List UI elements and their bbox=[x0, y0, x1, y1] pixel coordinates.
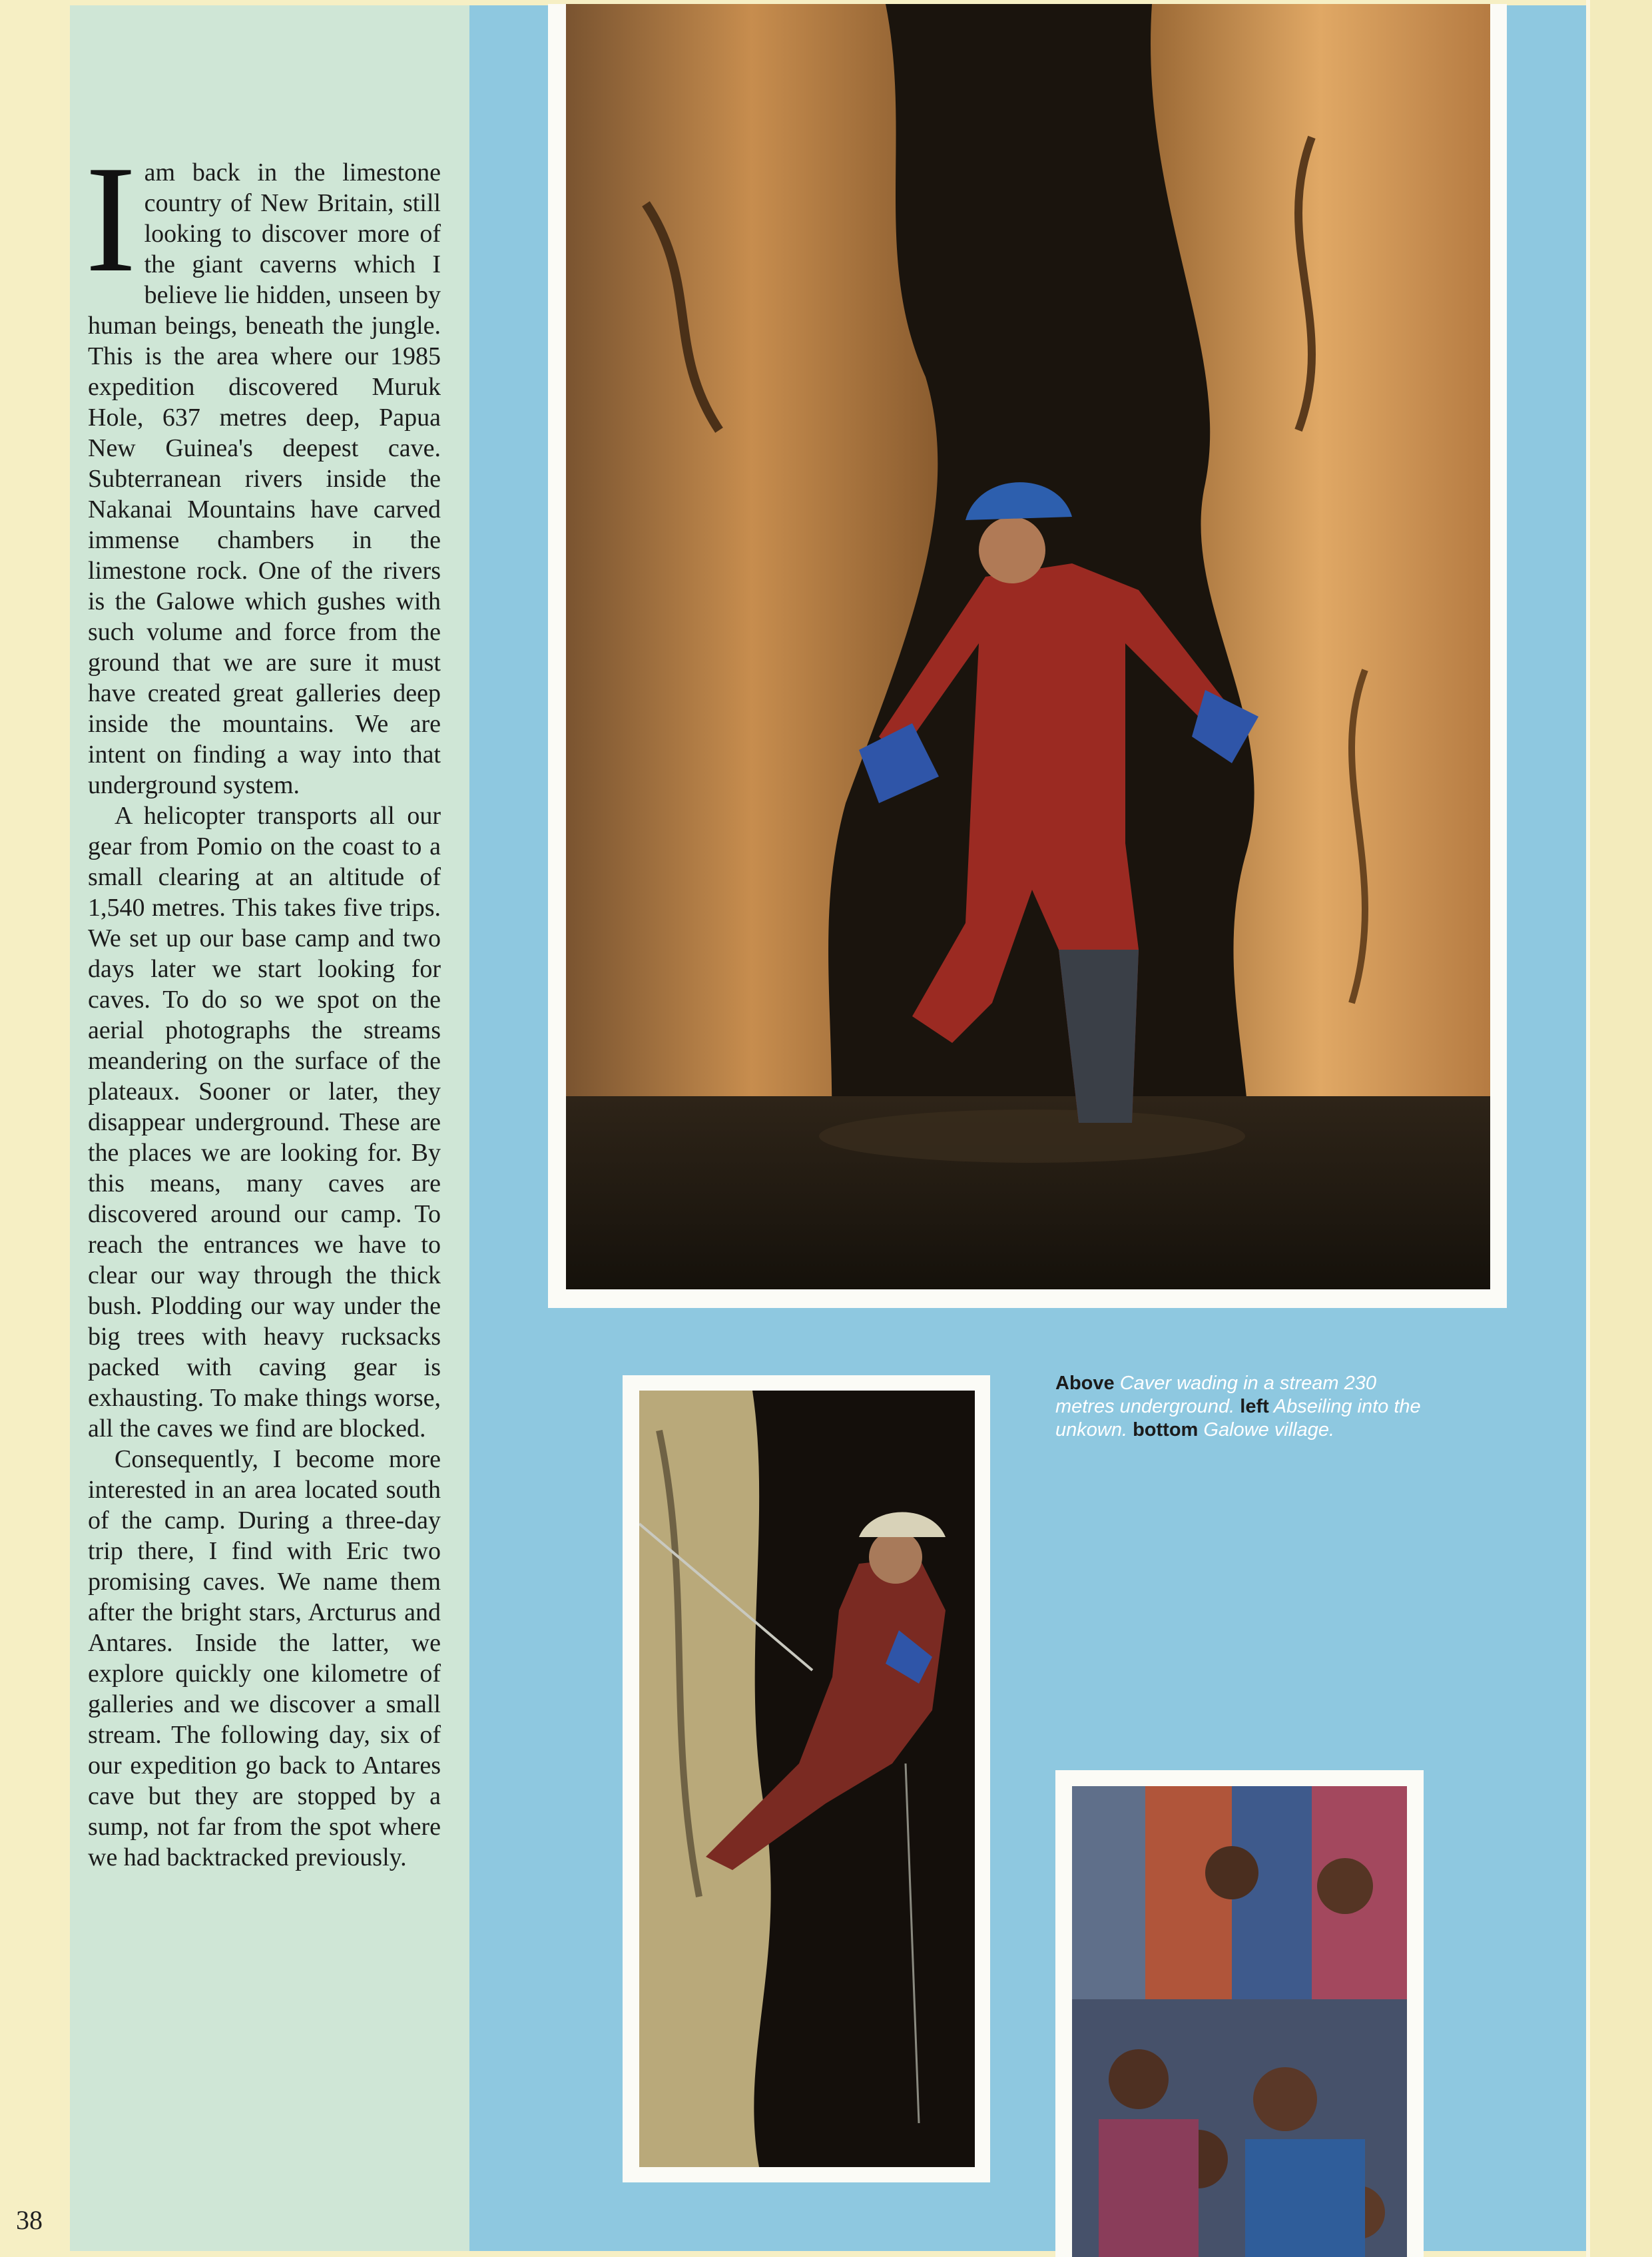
caption-above-text: Caver wading in a stream 230 metres underground. bbox=[1055, 1373, 1376, 1417]
caption-above-label: Above bbox=[1055, 1373, 1115, 1394]
abseil-scene-illustration bbox=[639, 1391, 975, 2167]
page-number: 38 bbox=[16, 2205, 43, 2235]
caver-wading-photo bbox=[566, 4, 1490, 1289]
drop-cap: I bbox=[85, 134, 137, 304]
galowe-village-photo bbox=[1072, 1786, 1407, 2257]
photo-caption bbox=[1055, 1372, 1428, 1442]
caver-abseiling-photo bbox=[639, 1391, 975, 2167]
article-paragraph-2: A helicopter transports all our gear from Pomio on the coast to a small clearing at an altitude of 1,540 metres. This takes five trips. We set up our base camp and two days later we start looking for caves. To do so we spot on the aerial photographs the streams meandering on the surface of the plateaux. Sooner or later, they disappear underground. These are the places we are looking for. By this means, many caves are discovered around our camp. To reach the entrances we have to clear our way through the thick bush. Plodding our way under the big trees with heavy rucksacks packed with caving gear is exhausting. To make things worse, all the caves we find are blocked. bbox=[88, 802, 441, 1443]
article-paragraph-1: Iam back in the limestone country of New Britain, still looking to discover more of the giant caverns which I believe lie hidden, unseen by human beings, beneath the jungle. This is the area where our 1985 expedition discovered Muruk Hole, 637 metres deep, Papua New Guinea's deepest cave. Subterranean rivers inside the Nakanai Mountains have carved immense chambers in the limestone rock. One of the rivers is the Galowe which gushes with such volume and force from the ground that we are sure it must have created great galleries deep inside the mountains. We are intent on finding a way into that underground system. bbox=[85, 134, 441, 799]
caption-left-label: left bbox=[1240, 1396, 1269, 1417]
caption-bottom-text: Galowe village. bbox=[1198, 1419, 1335, 1441]
caption-bottom-label: bottom bbox=[1133, 1419, 1199, 1441]
cave-scene-illustration bbox=[566, 4, 1490, 1289]
article-body bbox=[85, 134, 441, 1873]
right-margin-strip bbox=[1586, 0, 1652, 2257]
village-crowd-illustration bbox=[1072, 1786, 1407, 2257]
left-margin-strip bbox=[0, 0, 53, 2257]
caption-left-text: Abseiling into the unkown. bbox=[1055, 1396, 1421, 1441]
article-paragraph-3: Consequently, I become more interested in an area located south of the camp. During a three-day trip there, I find with Eric two promising caves. We name them after the bright stars, Arcturus and Antares. Inside the latter, we explore quickly one kilometre of galleries and we discover a small stream. The following day, six of our expedition go back to Antares cave but they are stopped by a sump, not far from the spot where we had backtracked previously. bbox=[88, 1445, 441, 1871]
